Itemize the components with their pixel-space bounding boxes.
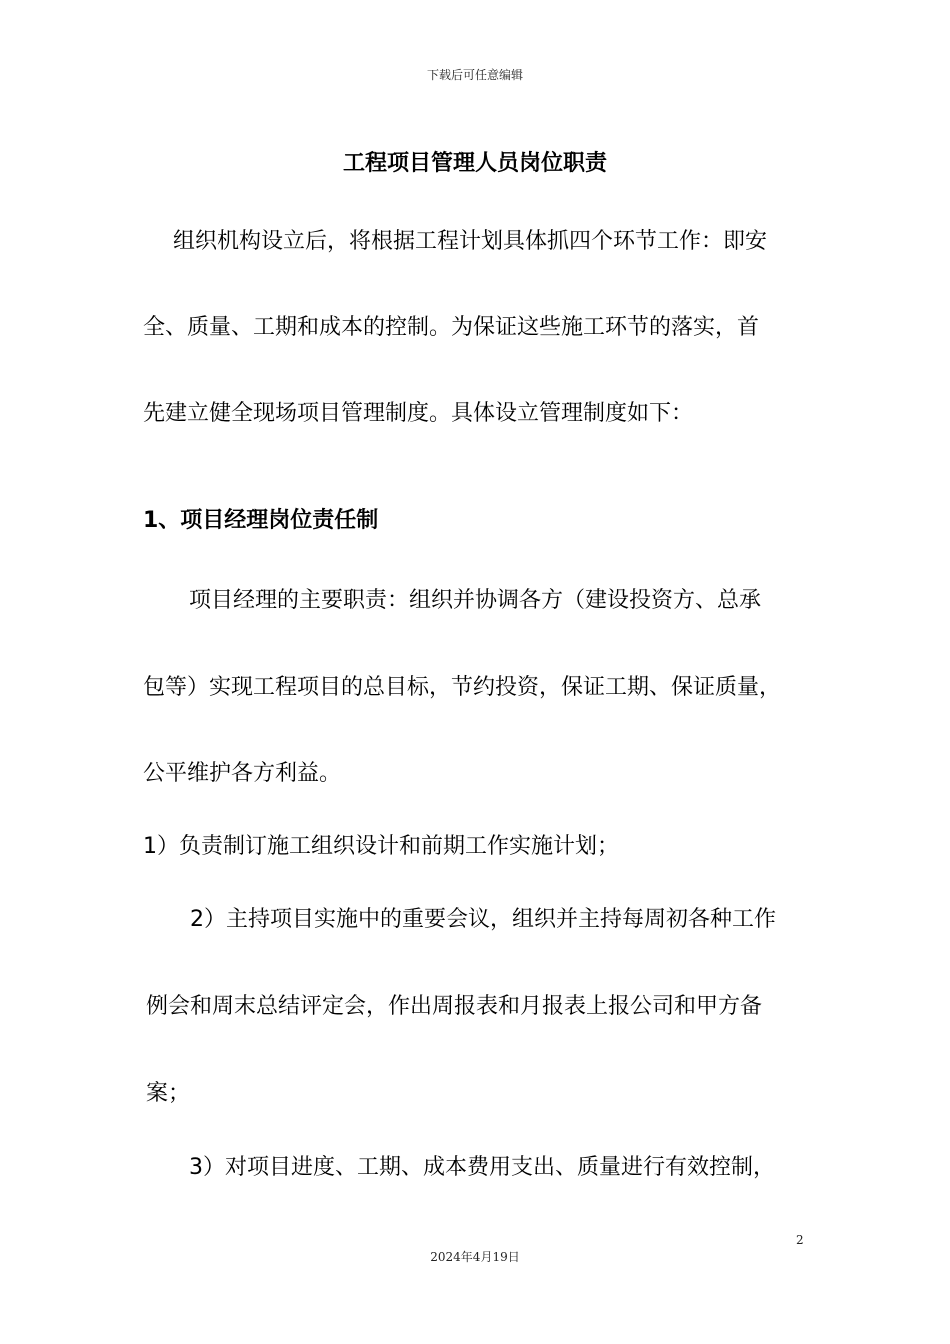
section-1-line-7: 案； — [146, 1081, 191, 1106]
section-1-line-3: 公平维护各方利益。 — [143, 761, 342, 786]
section-1-line-8: 3）对项目进度、工期、成本费用支出、质量进行有效控制， — [189, 1155, 775, 1180]
section-1-line-1: 项目经理的主要职责：组织并协调各方（建设投资方、总承 — [189, 588, 762, 613]
intro-line-3: 先建立健全现场项目管理制度。具体设立管理制度如下： — [143, 401, 694, 426]
section-1-line-6: 例会和周末总结评定会，作出周报表和月报表上报公司和甲方备 — [146, 994, 763, 1019]
header-note: 下载后可任意编辑 — [426, 68, 523, 82]
section-heading-project-manager: 1、项目经理岗位责任制 — [143, 508, 379, 533]
section-1-line-5: 2）主持项目实施中的重要会议，组织并主持每周初各种工作 — [190, 907, 776, 932]
page-number: 2 — [796, 1233, 804, 1247]
section-1-line-4: 1）负责制订施工组织设计和前期工作实施计划； — [143, 834, 619, 859]
footer-date: 2024年4月19日 — [430, 1250, 520, 1264]
document-title: 工程项目管理人员岗位职责 — [342, 151, 607, 176]
intro-line-2: 全、质量、工期和成本的控制。为保证这些施工环节的落实，首 — [143, 315, 760, 340]
intro-line-1: 组织机构设立后，将根据工程计划具体抓四个环节工作：即安 — [173, 229, 768, 254]
section-1-line-2: 包等）实现工程项目的总目标，节约投资，保证工期、保证质量， — [143, 675, 782, 700]
